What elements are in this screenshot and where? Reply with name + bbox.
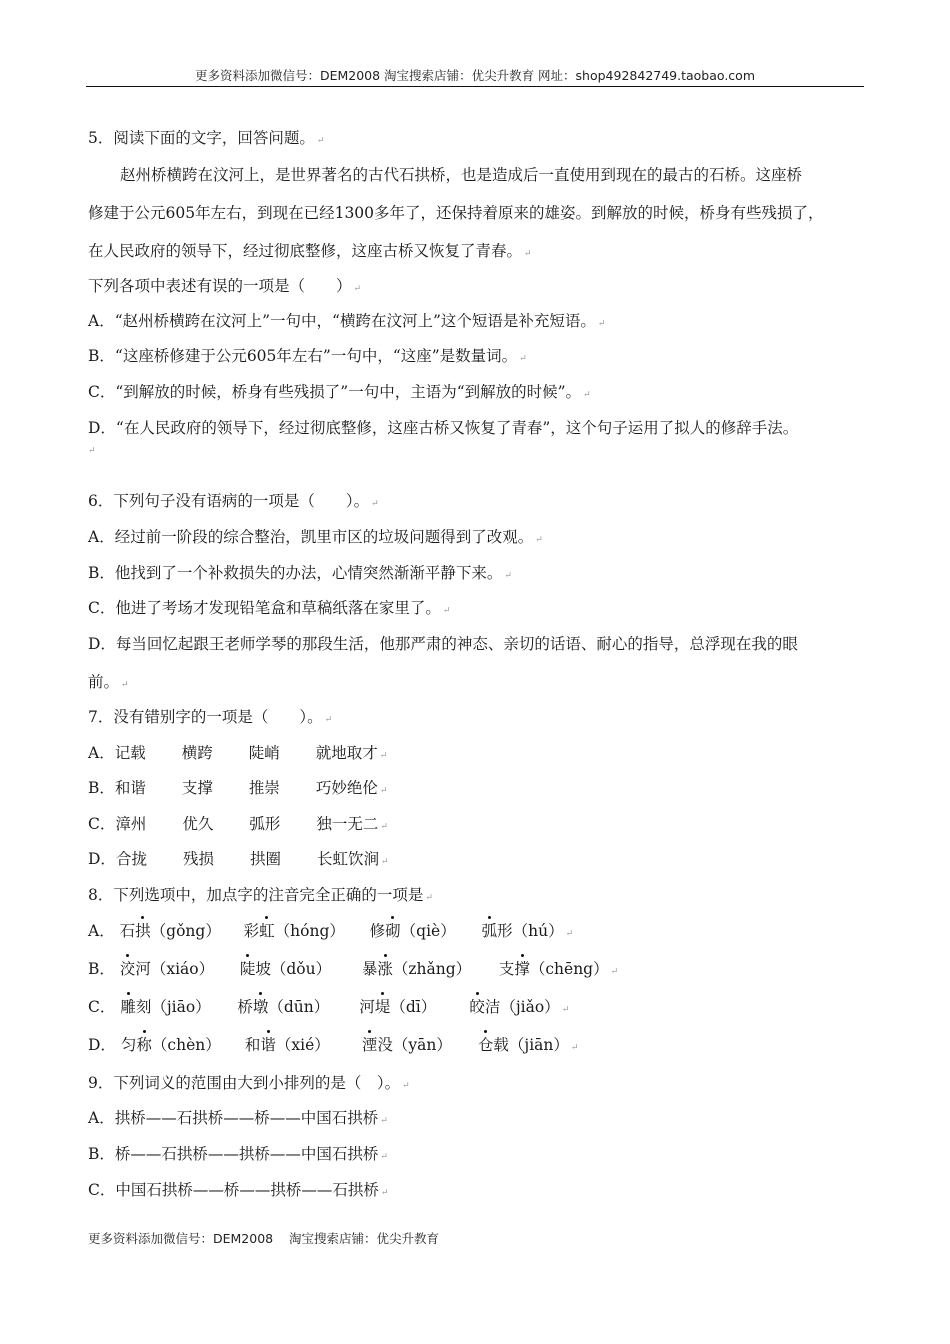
pinyin-item: 暴涨（zhǎng） [361,960,472,978]
pinyin-item: 皎洁（jiǎo） [469,998,560,1016]
page-header: 更多资料添加微信号：DEM2008 淘宝搜索店铺：优尖升教育 网址：shop492842749.taobao.com [194,68,756,83]
question-5-title: 5．阅读下面的文字，回答问题。 ↵ [88,129,325,147]
pinyin-item: 洨河（xiáo） [119,960,215,978]
pinyin-item: 桥墩（dūn） [237,998,330,1016]
question-7-title: 7．没有错别字的一项是（ ）。 ↵ [88,708,333,726]
question-6-option-d-cont: 前。 ↵ [88,673,129,691]
pinyin-item: 陡坡（dǒu） [239,960,332,978]
pinyin-item: 河堤（dī） [359,998,437,1016]
question-6-option-b: B．他找到了一个补救损失的办法，心情突然渐渐平静下来。 ↵ [88,564,512,582]
question-7-option-c: C．漳州 优久 弧形 独一无二 ↵ [88,815,388,833]
paragraph-mark: ↵ [88,446,96,456]
question-7-option-a: A．记载 横跨 陡峭 就地取才 ↵ [88,744,388,762]
question-8-title: 8．下列选项中，加点字的注音完全正确的一项是 ↵ [88,886,433,904]
question-5-passage-line: 在人民政府的领导下，经过彻底整修，这座古桥又恢复了青春。 ↵ [88,242,532,260]
pinyin-item: 石拱（gǒng） [119,922,221,940]
question-8-option-c: C． 雕刻（jiāo） 桥墩（dūn） 河堤（dī） 皎洁（jiǎo） ↵ [88,998,570,1016]
pinyin-item: 支撑（chēng） [498,960,609,978]
pinyin-item: 湮没（yān） [361,1036,452,1054]
question-7-option-d: D．合拢 残损 拱圈 长虹饮涧 ↵ [88,850,389,868]
pinyin-item: 匀称（chèn） [120,1036,221,1054]
question-5-option-b: B．“这座桥修建于公元605年左右”一句中，“这座”是数量词。 ↵ [88,347,527,365]
question-6-option-c: C．他进了考场才发现铅笔盒和草稿纸落在家里了。 ↵ [88,599,451,617]
pinyin-item: 弧形（hú） [481,922,564,940]
question-8-option-d: D． 匀称（chèn） 和谐（xié） 湮没（yān） 仓载（jiān） ↵ [88,1036,579,1054]
question-7-option-b: B．和谐 支撑 推崇 巧妙绝伦 ↵ [88,779,388,797]
question-5-option-a: A．“赵州桥横跨在汶河上”一句中，“横跨在汶河上”这个短语是补充短语。 ↵ [88,312,606,330]
question-6-option-a: A．经过前一阶段的综合整治，凯里市区的垃圾问题得到了改观。 ↵ [88,528,543,546]
question-9-option-a: A．拱桥——石拱桥——桥——中国石拱桥 ↵ [88,1109,388,1127]
pinyin-item: 雕刻（jiāo） [120,998,211,1016]
question-9-title: 9．下列词义的范围由大到小排列的是（ ）。 ↵ [88,1074,410,1092]
question-6-title: 6．下列句子没有语病的一项是（ ）。 ↵ [88,492,379,510]
question-6-option-d: D．每当回忆起跟王老师学琴的那段生活，他那严肃的神态、亲切的话语、耐心的指导，总浮现在我的眼 [88,635,798,653]
question-9-option-c: C．中国石拱桥——桥——拱桥——石拱桥 ↵ [88,1181,389,1199]
question-8-option-b: B． 洨河（xiáo） 陡坡（dǒu） 暴涨（zhǎng） 支撑（chēng） ↵ [88,960,619,978]
question-5-passage-line: 赵州桥横跨在汶河上，是世界著名的古代石拱桥，也是造成后一直使用到现在的最古的石桥。这座桥 [120,166,803,184]
pinyin-item: 仓载（jiān） [477,1036,569,1054]
question-5-option-d: D．“在人民政府的领导下，经过彻底整修，这座古桥又恢复了青春”，这个句子运用了拟人的修辞手法。 [88,419,799,437]
question-5-stem: 下列各项中表述有误的一项是（ ） ↵ [88,277,362,295]
question-5-passage-line: 修建于公元605年左右，到现在已经1300多年了，还保持着原来的雄姿。到解放的时候，桥身有些残损了， [88,204,824,222]
pinyin-item: 彩虹（hóng） [243,922,345,940]
question-5-option-c: C．“到解放的时候，桥身有些残损了”一句中，主语为“到解放的时候”。 ↵ [88,383,591,401]
question-8-option-a: A． 石拱（gǒng） 彩虹（hóng） 修砌（qiè） 弧形（hú） ↵ [88,922,574,940]
page-footer: 更多资料添加微信号：DEM2008 淘宝搜索店铺：优尖升教育 [88,1231,440,1246]
question-9-option-b: B．桥——石拱桥——拱桥——中国石拱桥 ↵ [88,1145,388,1163]
pinyin-item: 和谐（xié） [244,1036,330,1054]
header-rule [86,86,864,87]
pinyin-item: 修砌（qiè） [369,922,456,940]
